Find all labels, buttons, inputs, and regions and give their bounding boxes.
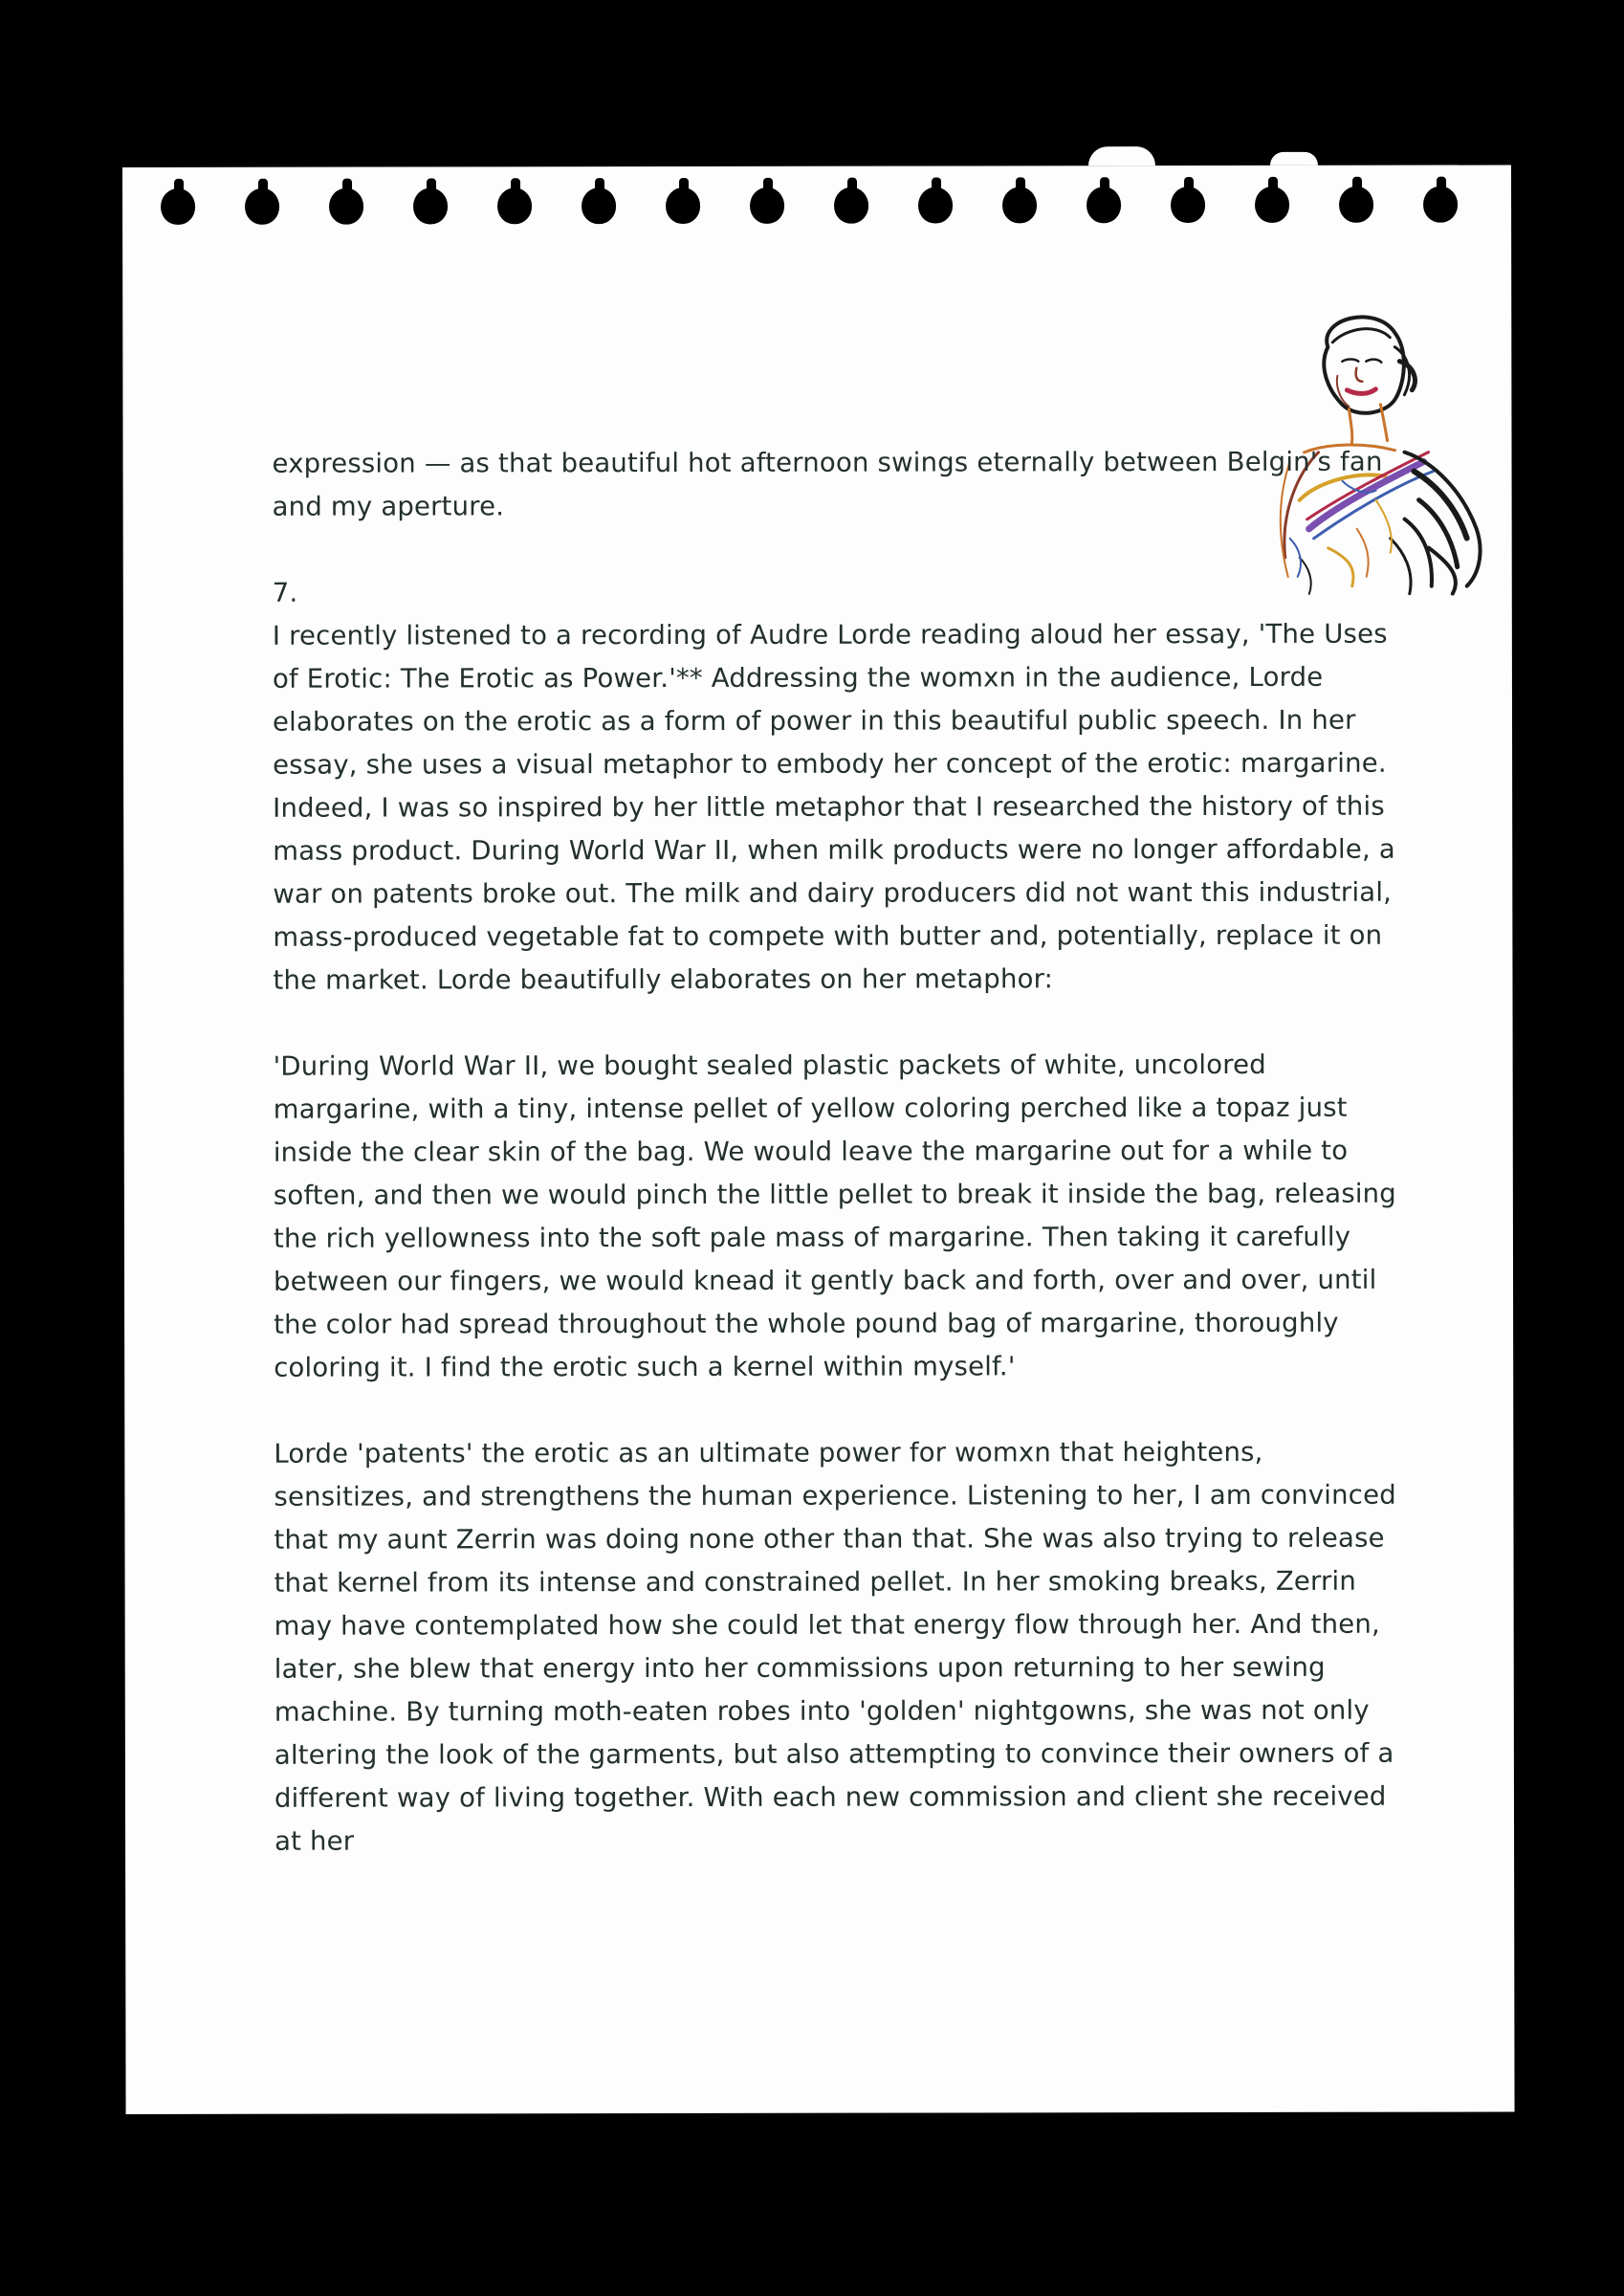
punch-hole <box>1086 187 1121 223</box>
section-number: 7. <box>272 577 298 608</box>
punch-hole <box>1339 187 1373 223</box>
punch-hole <box>582 188 616 224</box>
punch-hole <box>1423 187 1458 223</box>
paragraph-zerrin: Lorde 'patents' the erotic as an ultimate power for womxn that heightens, sensitizes, and strengthens the human experience. Listening to her, I am convinced that my aunt Zerrin was doing none other than that. She was also trying to release that kernel from its intense and constrained pellet. In her smoking breaks, Zerrin may have contemplated how she could let that energy flow through her. And then, later, she blew that energy into her commissions upon returning to her sewing machine. By turning moth-eaten robes into 'golden' nightgowns, she was not only altering the look of the garments, but also attempting to convince their owners of a different way of living together. With each new commission and client she received at her <box>274 1436 1396 1857</box>
punch-hole <box>497 188 532 224</box>
punch-hole <box>413 188 448 224</box>
quote-margarine: 'During World War II, we bought sealed plastic packets of white, uncolored margarine, with a tiny, intense pellet of yellow coloring perched like a topaz just inside the clear skin of the bag. We would leave the margarine out for a while to soften, and then we would pinch the little pellet to break it inside the bag, releasing the rich yellowness into the soft pale mass of margarine. Then taking it carefully between our fingers, we would knead it gently back and forth, over and over, until the color had spread throughout the whole pound bag of margarine, thoroughly coloring it. I find the erotic such a kernel within myself.' <box>273 1049 1396 1383</box>
punch-hole <box>834 188 868 224</box>
punch-hole <box>666 188 700 224</box>
handwritten-text <box>273 441 1404 1864</box>
punch-hole <box>750 188 784 224</box>
punch-hole <box>329 188 363 225</box>
spiral-holes <box>161 177 1481 236</box>
punch-hole <box>1255 187 1289 223</box>
paper-tear <box>1088 146 1155 166</box>
punch-hole <box>918 187 953 223</box>
punch-hole <box>1002 187 1037 223</box>
punch-hole <box>245 188 279 225</box>
punch-hole <box>161 188 195 225</box>
paragraph-lorde-intro: I recently listened to a recording of Audre Lorde reading aloud her essay, 'The Uses of Erotic: The Erotic as Power.'** Addressing the womxn in the audience, Lorde elaborates on the erotic as a form of power in this beautiful public speech. In her essay, she uses a visual metaphor to embody her concept of the erotic: margarine. Indeed, I was so inspired by her little metaphor that I researched the history of this mass product. During World War II, when milk products were no longer affordable, a war on patents broke out. The milk and dairy producers did not want this industrial, mass-produced vegetable fat to compete with butter and, potentially, replace it on the market. Lorde beautifully elaborates on her metaphor: <box>272 618 1395 996</box>
paper-tear <box>1270 152 1318 166</box>
punch-hole <box>1171 187 1205 223</box>
paragraph-continued: expression — as that beautiful hot afternoon swings eternally between Belgin's fan and my aperture. <box>272 446 1383 522</box>
notebook-page <box>122 165 1515 2114</box>
